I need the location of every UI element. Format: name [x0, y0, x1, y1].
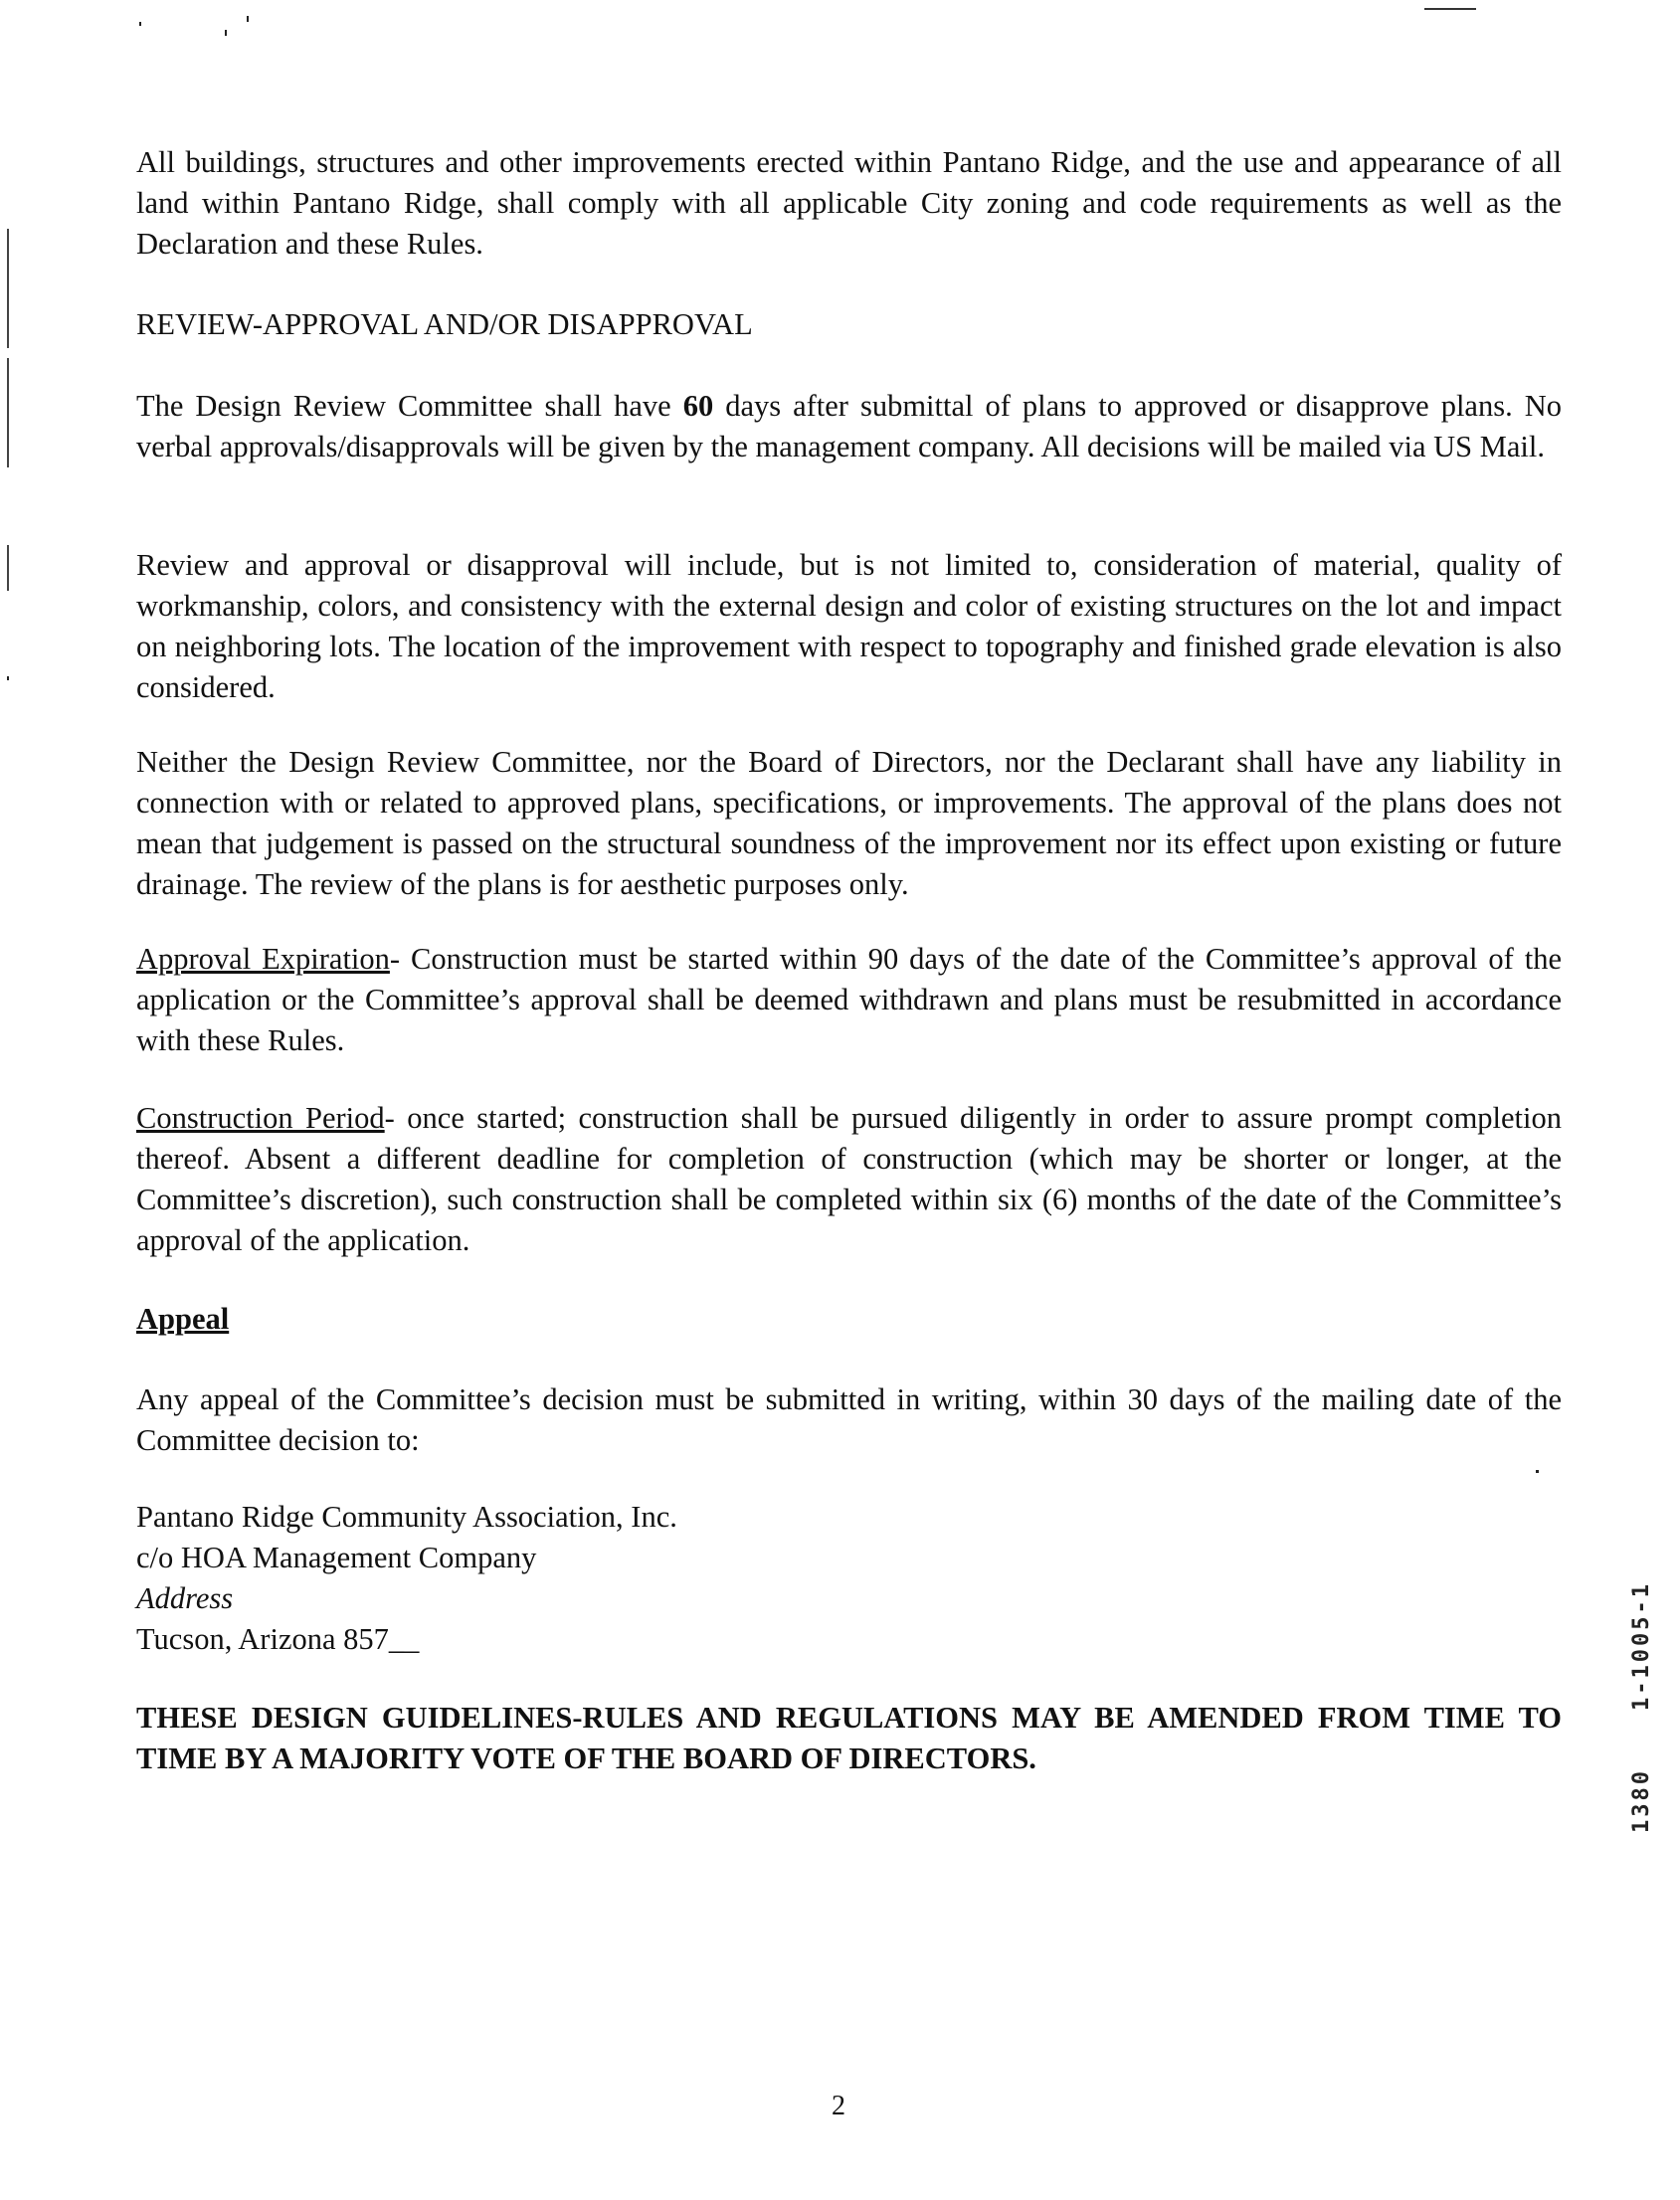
scan-speck: [225, 30, 227, 36]
review-scope-paragraph: Review and approval or disapproval will include, but is not limited to, consideration of material, quality of workmanship, colors, and consistency with the external design and color of existing structures on the lot and impact on neighboring lots. The location of the improvement with respect to topography and finished grade elevation is also considered.: [136, 548, 1562, 704]
scan-top-rule: [1424, 8, 1476, 10]
approval-expiration-paragraph: [136, 939, 1562, 1061]
amendment-notice: THESE DESIGN GUIDELINES-RULES AND REGULATIONS MAY BE AMENDED FROM TIME TO TIME BY A MAJORITY VOTE OF THE BOARD OF DIRECTORS.: [136, 1701, 1562, 1775]
scan-speck: [247, 16, 249, 22]
margin-code-upper: 1-1005-1: [1629, 1581, 1654, 1711]
construction-period-text: - once started; construction shall be pursued diligently in order to assure prompt completion thereof. Absent a different deadline for completion of construction (which may be shorter or longer, at the Committee’s discretion), such construction shall be completed within six (6) months of the date of the Committee’s approval of the application.: [136, 1101, 1563, 1257]
scan-speck: [1536, 1470, 1539, 1473]
address-line: Address: [136, 1581, 234, 1615]
address-line: Tucson, Arizona 857__: [136, 1622, 420, 1656]
construction-period-label: Construction Period: [136, 1101, 385, 1135]
review-period-paragraph: [136, 386, 1562, 467]
scan-margin-bar: [7, 545, 9, 591]
address-line: Pantano Ridge Community Association, Inc.: [136, 1500, 677, 1534]
address-line: c/o HOA Management Company: [136, 1541, 537, 1574]
page-number: 2: [832, 2091, 845, 2121]
review-period-text: days after submittal of plans to approved or disapprove plans. No verbal approvals/disapprovals will be given by the management company. All decisions will be mailed via US Mail.: [136, 389, 1562, 463]
review-period-days: 60: [682, 389, 714, 423]
scan-margin-bar: [7, 358, 9, 467]
scan-margin-bar: [7, 229, 9, 348]
review-heading: REVIEW-APPROVAL AND/OR DISAPPROVAL: [136, 307, 753, 341]
approval-expiration-label: Approval Expiration: [136, 942, 390, 976]
review-period-text: The Design Review Committee shall have: [136, 389, 683, 423]
scan-speck: [139, 22, 141, 26]
approval-expiration-text: - Construction must be started within 90 days of the date of the Committee’s approval of the application or the Committee’s approval shall be deemed withdrawn and plans must be resubmitted in accordance with these Rules.: [136, 942, 1562, 1057]
compliance-paragraph: All buildings, structures and other improvements erected within Pantano Ridge, and the use and appearance of all land within Pantano Ridge, shall comply with all applicable City zoning and code requirements as well as the Declaration and these Rules.: [136, 145, 1562, 261]
appeal-paragraph: Any appeal of the Committee’s decision must be submitted in writing, within 30 days of the mailing date of the Committee decision to:: [136, 1382, 1562, 1457]
scan-speck: [7, 676, 9, 680]
margin-code-lower: 1380: [1629, 1768, 1654, 1833]
liability-paragraph: Neither the Design Review Committee, nor the Board of Directors, nor the Declarant shall have any liability in connection with or related to approved plans, specifications, or improvements. The approval of the plans does not mean that judgement is passed on the structural soundness of the improvement nor its effect upon existing or future drainage. The review of the plans is for aesthetic purposes only.: [136, 745, 1562, 901]
appeal-heading: Appeal: [136, 1302, 230, 1336]
construction-period-paragraph: [136, 1098, 1562, 1261]
